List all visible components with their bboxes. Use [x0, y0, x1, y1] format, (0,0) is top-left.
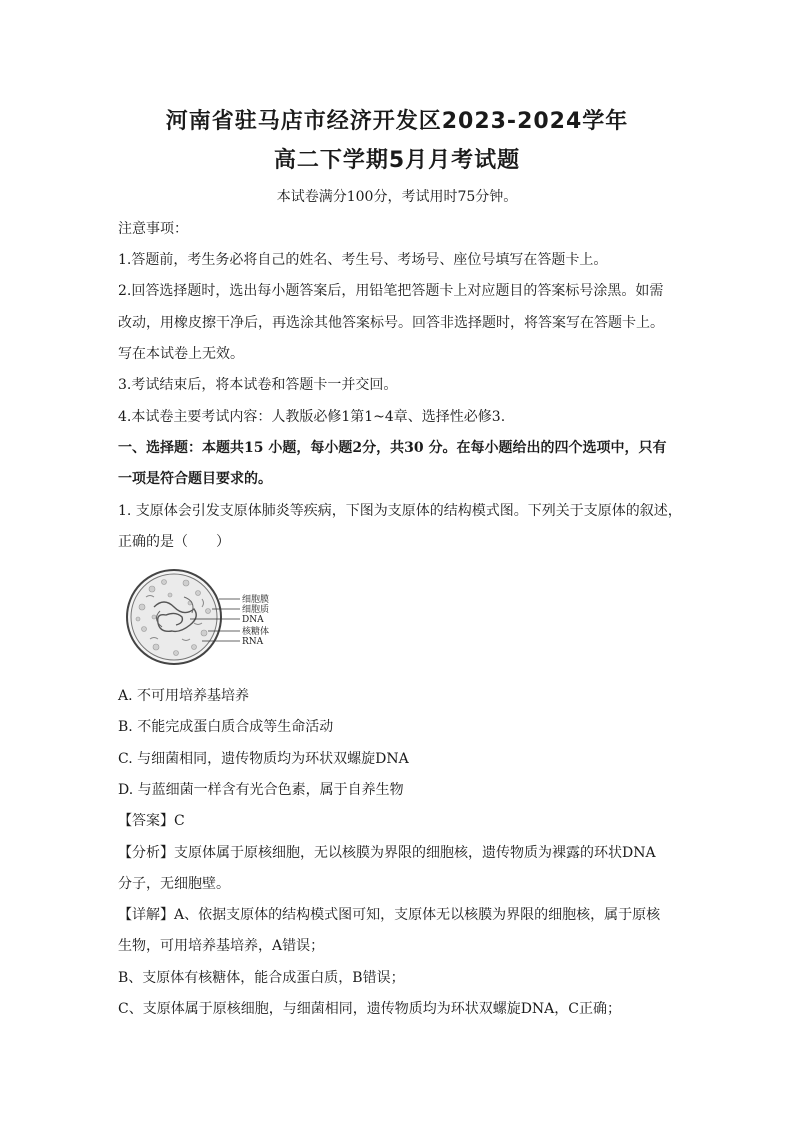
detail-text: 【详解】A、依据支原体的结构模式图可知，支原体无以核膜为界限的细胞核，属于原核 [118, 907, 661, 923]
figure-label-rna: RNA [242, 637, 264, 647]
answer-label: 【答案】C [118, 813, 185, 829]
analysis-text: 【分析】支原体属于原核细胞，无以核膜为界限的细胞核，遗传物质为裸露的环状DNA [118, 845, 656, 861]
option-b: B. 不能完成蛋白质合成等生命活动 [118, 719, 334, 735]
note-item: 1.答题前，考生务必将自己的姓名、考生号、考场号、座位号填写在答题卡上。 [118, 252, 608, 268]
note-item: 4.本试卷主要考试内容：人教版必修1第1~4章、选择性必修3. [118, 409, 506, 425]
section-heading: 一、选择题：本题共15 小题，每小题2分，共30 分。在每小题给出的四个选项中，只有 [118, 440, 667, 456]
question-stem: 1. 支原体会引发支原体肺炎等疾病，下图为支原体的结构模式图。下列关于支原体的叙述， [118, 503, 682, 519]
figure-label-cell-membrane: 细胞膜 [242, 595, 270, 605]
figure-label-cytoplasm: 细胞质 [242, 605, 270, 615]
section-heading-cont: 一项是符合题目要求的。 [118, 471, 272, 487]
analysis-text-cont: 分子，无细胞壁。 [118, 876, 230, 892]
figure-label-ribosome: 核糖体 [242, 627, 270, 637]
exam-title-line2: 高二下学期5月月考试题 [273, 148, 521, 173]
exam-subtitle: 本试卷满分100分，考试用时75分钟。 [276, 189, 518, 205]
exam-title-line1: 河南省驻马店市经济开发区2023-2024学年 [165, 109, 629, 134]
option-a: A. 不可用培养基培养 [118, 688, 250, 704]
question-stem-cont: 正确的是（ ） [118, 534, 230, 550]
note-item: 写在本试卷上无效。 [118, 346, 244, 362]
mycoplasma-structure-figure [124, 567, 294, 669]
detail-text: B、支原体有核糖体，能合成蛋白质，B错误； [118, 970, 405, 986]
option-d: D. 与蓝细菌一样含有光合色素，属于自养生物 [118, 782, 404, 798]
note-item: 改动，用橡皮擦干净后，再选涂其他答案标号。回答非选择题时，将答案写在答题卡上。 [118, 315, 664, 331]
cell-drawing [127, 570, 221, 664]
option-c: C. 与细菌相同，遗传物质均为环状双螺旋DNA [118, 751, 409, 767]
detail-text: 生物，可用培养基培养，A错误； [118, 938, 325, 954]
detail-text: C、支原体属于原核细胞，与细菌相同，遗传物质均为环状双螺旋DNA，C正确； [118, 1001, 622, 1017]
note-item: 2.回答选择题时，选出每小题答案后，用铅笔把答题卡上对应题目的答案标号涂黑。如需 [118, 283, 664, 299]
note-item: 3.考试结束后，将本试卷和答题卡一并交回。 [118, 377, 398, 393]
figure-label-dna: DNA [242, 615, 264, 625]
notes-heading: 注意事项： [118, 221, 188, 237]
